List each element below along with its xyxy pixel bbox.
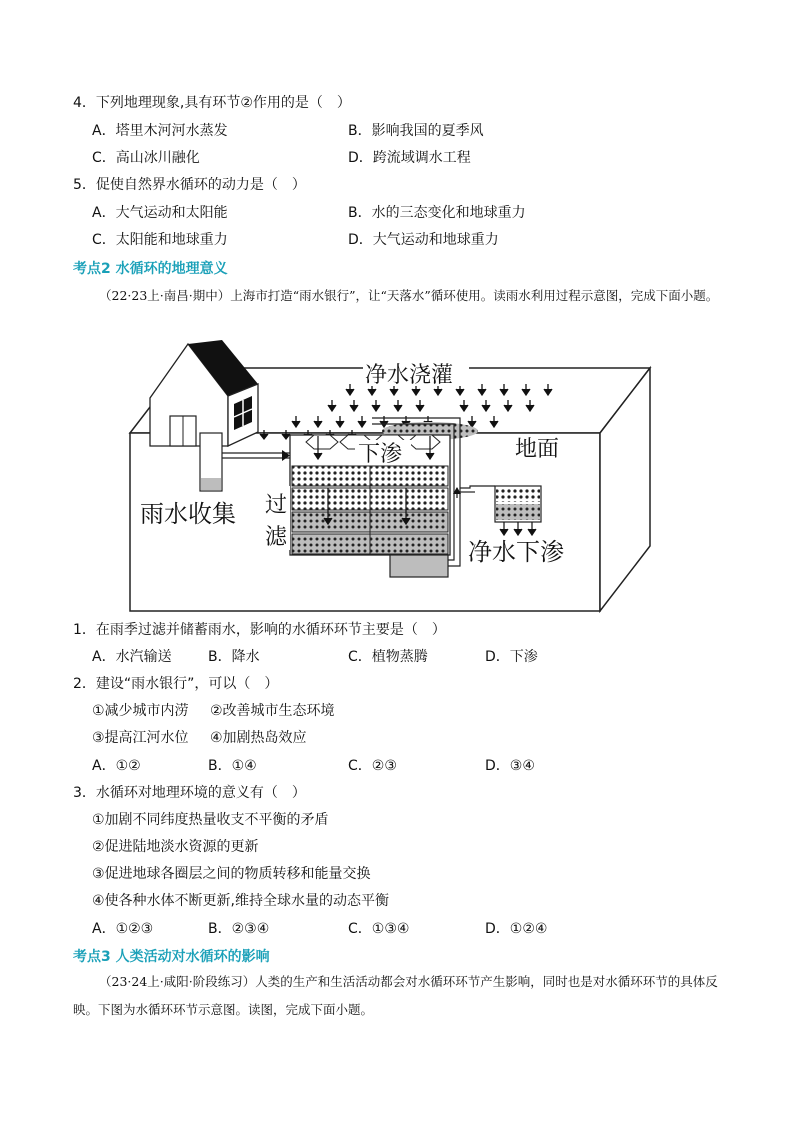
label-seep: 下渗 <box>358 442 403 467</box>
q4-stem: 4．下列地理现象,具有环节②作用的是（ ） <box>73 95 351 111</box>
rainwater-figure <box>110 338 660 613</box>
q2-statement-2: ②改善城市生态环境 <box>210 703 335 719</box>
section3-intro: （23·24上·咸阳·阶段练习）人类的生产和生活活动都会对水循环环节产生影响，同时也是对水循环环节的具体反映。下图为水循环环节示意图。读图，完成下面小题。 <box>73 974 718 1017</box>
q3-option-d[interactable]: D．①②④ <box>485 921 548 937</box>
q3-option-a[interactable]: A．①②③ <box>92 921 154 937</box>
q1-option-b[interactable]: B．降水 <box>208 649 260 665</box>
q4-option-b[interactable]: B．影响我国的夏季风 <box>348 123 484 139</box>
q3-option-b[interactable]: B．②③④ <box>208 921 270 937</box>
q3-statement-2: ②促进陆地淡水资源的更新 <box>92 839 259 855</box>
q3-statement-4: ④使各种水体不断更新,维持全球水量的动态平衡 <box>92 893 389 909</box>
q2-option-d[interactable]: D．③④ <box>485 758 535 774</box>
label-ground: 地面 <box>515 437 560 462</box>
label-clean-seep: 净水下渗 <box>468 538 564 566</box>
label-filter-2: 滤 <box>265 525 288 550</box>
q3-statement-1: ①加剧不同纬度热量收支不平衡的矛盾 <box>92 812 329 828</box>
section3-heading: 考点3 人类活动对水循环的影响 <box>73 949 270 965</box>
q4-option-d[interactable]: D．跨流域调水工程 <box>348 150 471 166</box>
q5-option-d[interactable]: D．大气运动和地球重力 <box>348 232 499 248</box>
q4-option-a[interactable]: A．塔里木河河水蒸发 <box>92 123 228 139</box>
label-irrigation: 净水浇灌 <box>365 363 454 388</box>
q2-statement-1: ①减少城市内涝 <box>92 703 189 719</box>
q3-option-c[interactable]: C．①③④ <box>348 921 410 937</box>
q2-option-b[interactable]: B．①④ <box>208 758 257 774</box>
storage-tank <box>390 555 448 577</box>
q5-stem: 5．促使自然界水循环的动力是（ ） <box>73 177 306 193</box>
q5-option-b[interactable]: B．水的三态变化和地球重力 <box>348 205 526 221</box>
q2-option-c[interactable]: C．②③ <box>348 758 397 774</box>
q5-option-c[interactable]: C．太阳能和地球重力 <box>92 232 228 248</box>
q3-stem: 3．水循环对地理环境的意义有（ ） <box>73 785 306 801</box>
q2-option-a[interactable]: A．①② <box>92 758 141 774</box>
q2-statement-3: ③提高江河水位 <box>92 730 189 746</box>
house <box>150 340 258 446</box>
q2-statement-4: ④加剧热岛效应 <box>210 730 307 746</box>
q1-option-c[interactable]: C．植物蒸腾 <box>348 649 428 665</box>
q5-option-a[interactable]: A．大气运动和太阳能 <box>92 205 228 221</box>
section2-intro: （22·23上·南昌·期中）上海市打造“雨水银行”，让“天落水”循环使用。读雨水利用过程示意图，完成下面小题。 <box>99 288 719 303</box>
q1-option-d[interactable]: D．下渗 <box>485 649 538 665</box>
q3-statement-3: ③促进地球各圈层之间的物质转移和能量交换 <box>92 866 371 882</box>
q1-option-a[interactable]: A．水汽输送 <box>92 649 172 665</box>
q1-stem: 1．在雨季过滤并储蓄雨水，影响的水循环环节主要是（ ） <box>73 622 446 638</box>
label-collect: 雨水收集 <box>140 500 236 528</box>
q2-stem: 2．建设“雨水银行”，可以（ ） <box>73 676 279 692</box>
label-filter-1: 过 <box>265 493 288 518</box>
section2-heading: 考点2 水循环的地理意义 <box>73 261 228 277</box>
q4-option-c[interactable]: C．高山冰川融化 <box>92 150 200 166</box>
